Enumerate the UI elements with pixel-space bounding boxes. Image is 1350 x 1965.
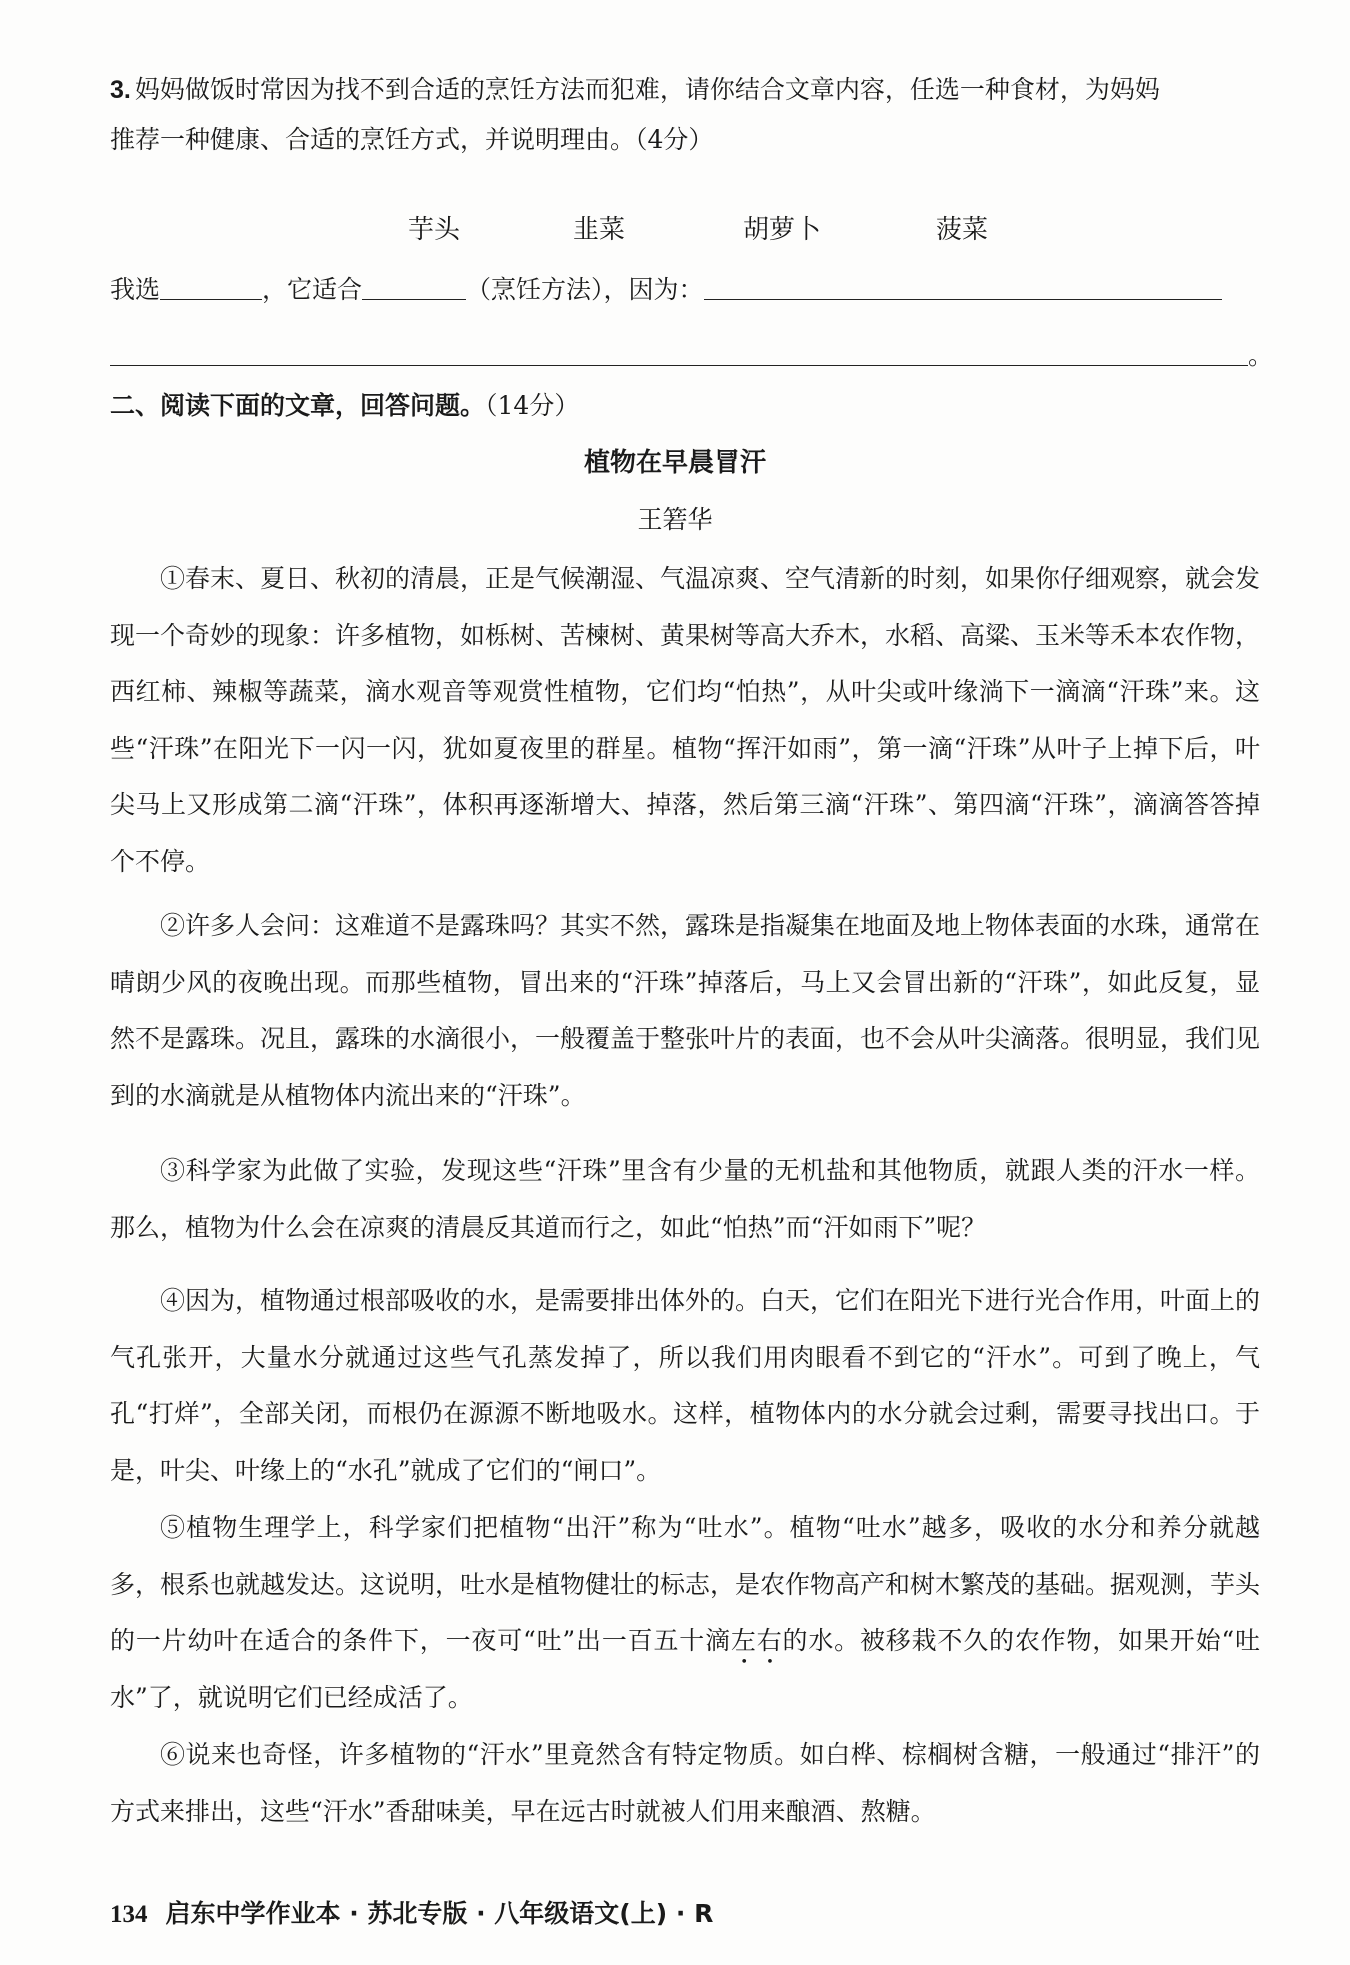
answer-suits-label: ，它适合 (262, 275, 363, 304)
food-option-spinach: 菠菜 (936, 215, 989, 245)
article-paragraph-1: ①春末、夏日、秋初的清晨，正是气候潮湿、气温凉爽、空气清新的时刻，如果你仔细观察，就会发现一个奇妙的现象：许多植物，如栎树、苦楝树、黄果树等高大乔木，水稻、高粱、玉米等禾本农作物，西红柿、辣椒等蔬菜，滴水观音等观赏性植物，它们均“怕热”，从叶尖或叶缘淌下一滴滴“汗珠”来。这些“汗珠”在阳光下一闪一闪，犹如夏夜里的群星。植物“挥汗如雨”，第一滴“汗珠”从叶子上掉下后，叶尖马上又形成第二滴“汗珠”，体积再逐渐增大、掉落，然后第三滴“汗珠”、第四滴“汗珠”，滴滴答答掉个不停。 (110, 564, 1261, 876)
section-2-heading (110, 388, 1260, 424)
section-score: （14分） (485, 391, 580, 420)
question-3-line-1 (110, 72, 1260, 108)
paragraph-5-emphasis: 左右 (730, 1626, 783, 1655)
reason-blank-2[interactable] (110, 339, 1248, 366)
answer-choose-label: 我选 (110, 275, 161, 304)
cooking-method-blank[interactable] (362, 273, 466, 300)
question-3-text-2: 推荐一种健康、合适的烹饪方式，并说明理由。（4分） (110, 125, 714, 154)
food-choice-blank[interactable] (160, 273, 262, 300)
article-author: 王箬华 (637, 505, 713, 534)
answer-end-mark: 。 (1248, 341, 1274, 370)
food-option-chives: 韭菜 (573, 215, 626, 245)
page-number: 134 (110, 1901, 148, 1928)
question-number: 3. (110, 76, 131, 104)
answer-line (110, 272, 1260, 308)
reason-blank[interactable] (704, 273, 1222, 300)
food-option-carrot: 胡萝卜 (743, 215, 822, 245)
food-option-taro: 芋头 (408, 215, 461, 245)
article-paragraph-3: ③科学家为此做了实验，发现这些“汗珠”里含有少量的无机盐和其他物质，就跟人类的汗水一样。那么，植物为什么会在凉爽的清晨反其道而行之，如此“怕热”而“汗如雨下”呢？ (110, 1156, 1260, 1242)
book-title: 启东中学作业本 · 苏北专版 · 八年级语文(上) · R (165, 1899, 714, 1928)
section-heading-text: 二、阅读下面的文章，回答问题。 (110, 391, 486, 420)
answer-line-2 (110, 338, 1274, 374)
article-paragraph-6: ⑥说来也奇怪，许多植物的“汗水”里竟然含有特定物质。如白桦、棕榈树含糖，一般通过“排汗”的方式来排出，这些“汗水”香甜味美，早在远古时就被人们用来酿酒、熬糖。 (110, 1740, 1260, 1826)
question-3-text-1: 妈妈做饭时常因为找不到合适的烹饪方法而犯难，请你结合文章内容，任选一种食材，为妈妈 (134, 75, 1160, 104)
paragraph-5-text-b: 的水。被移栽不久的农作物，如果开始“吐水”了，就说明它们已经成活了。 (110, 1626, 1260, 1712)
article-paragraph-5 (110, 1500, 1260, 1726)
article-paragraph-4: ④因为，植物通过根部吸收的水，是需要排出体外的。白天，它们在阳光下进行光合作用，叶面上的气孔张开，大量水分就通过这些气孔蒸发掉了，所以我们用肉眼看不到它的“汗水”。可到了晚上，气孔“打烊”，全部关闭，而根仍在源源不断地吸水。这样，植物体内的水分就会过剩，需要寻找出口。于是，叶尖、叶缘上的“水孔”就成了它们的“闸口”。 (110, 1286, 1261, 1485)
article-paragraph-2: ②许多人会问：这难道不是露珠吗？其实不然，露珠是指凝集在地面及地上物体表面的水珠，通常在晴朗少风的夜晚出现。而那些植物，冒出来的“汗珠”掉落后，马上又会冒出新的“汗珠”，如此反复，显然不是露珠。况且，露珠的水滴很小，一般覆盖于整张叶片的表面，也不会从叶尖滴落。很明显，我们见到的水滴就是从植物体内流出来的“汗珠”。 (110, 911, 1261, 1110)
paragraph-5-text-a: ⑤植物生理学上，科学家们把植物“出汗”称为“吐水”。植物“吐水”越多，吸收的水分和养分就越多，根系也就越发达。这说明，吐水是植物健壮的标志，是农作物高产和树木繁茂的基础。据观测，芋头的一片幼叶在适合的条件下，一夜可“吐”出一百五十滴 (110, 1513, 1261, 1655)
answer-method-label: （烹饪方法），因为： (466, 275, 704, 304)
page-footer (110, 1896, 713, 1933)
question-3-line-2 (110, 122, 1260, 158)
article-title: 植物在早晨冒汗 (583, 448, 766, 478)
